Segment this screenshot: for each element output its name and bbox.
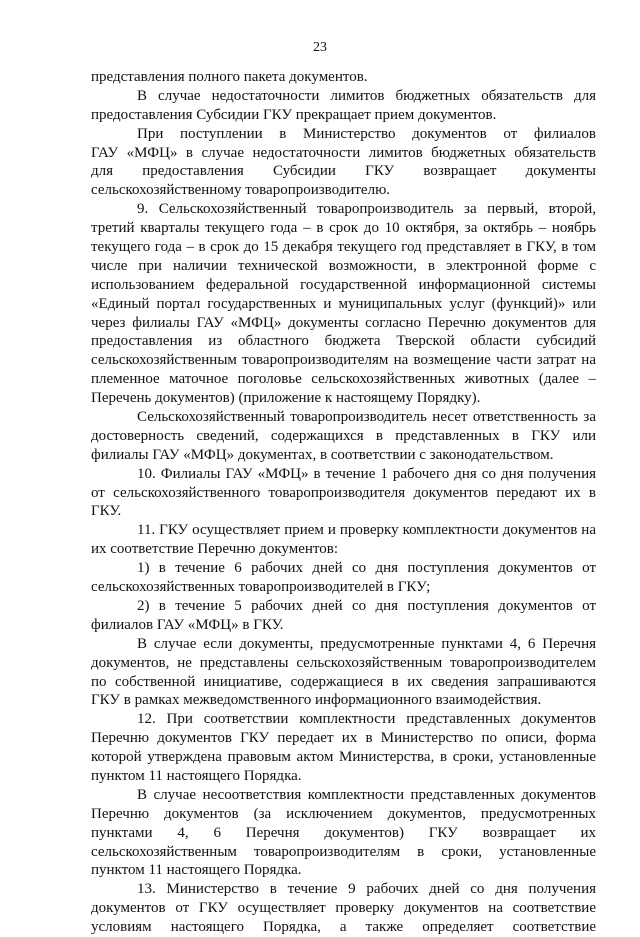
text-line: филиалов ГАУ «МФЦ» в ГКУ. xyxy=(91,616,284,633)
text-line: от сельскохозяйственного товаропроизводителя документов передают их в xyxy=(91,484,596,501)
text-line: третий кварталы текущего года – в срок до 10 октября, за октябрь – ноябрь xyxy=(91,220,596,237)
text-line: Перечню документов ГКУ передает их в Министерство по описи, форма xyxy=(91,730,596,747)
text-line: сельскохозяйственных товаропроизводителей в ГКУ; xyxy=(91,579,431,596)
text-line: пунктом 11 настоящего Порядка. xyxy=(91,767,302,784)
document-body xyxy=(91,68,596,937)
text-line: 12. При соответствии комплектности представленных документов xyxy=(137,711,596,728)
text-line: В случае несоответствия комплектности представленных документов xyxy=(137,786,596,803)
text-line: При поступлении в Министерство документов от филиалов xyxy=(137,125,596,142)
text-line: предоставления из областного бюджета Тверской области субсидий xyxy=(91,333,596,350)
text-line: ГАУ «МФЦ» в случае недостаточности лимитов бюджетных обязательств xyxy=(91,144,596,161)
text-line: для предоставления Субсидии ГКУ возвращает документы xyxy=(91,163,596,180)
text-line: использованием федеральной государственной информационной системы xyxy=(91,276,596,293)
text-line: «Единый портал государственных и муниципальных услуг (функций)» или xyxy=(91,295,596,312)
text-line: 11. ГКУ осуществляет прием и проверку комплектности документов на xyxy=(137,522,596,539)
text-line: их соответствие Перечню документов: xyxy=(91,541,339,558)
text-line: предоставления Субсидии ГКУ прекращает прием документов. xyxy=(91,106,497,123)
text-line: ГКУ в рамках межведомственного информационного взаимодействия. xyxy=(91,692,542,709)
text-line: условиям настоящего Порядка, а также определяет соответствие xyxy=(91,919,596,936)
text-line: достоверность сведений, содержащихся в представленных в ГКУ или xyxy=(91,427,596,444)
text-line: сельскохозяйственному товаропроизводителю. xyxy=(91,182,391,199)
text-line: текущего года – в срок до 15 декабря текущего год представляет в ГКУ, в том xyxy=(91,239,596,256)
text-line: 10. Филиалы ГАУ «МФЦ» в течение 1 рабочего дня со дня получения xyxy=(137,465,596,482)
text-line: 13. Министерство в течение 9 рабочих дней со дня получения xyxy=(137,881,596,898)
text-line: Перечню документов (за исключением документов, предусмотренных xyxy=(91,805,596,822)
text-line: 9. Сельскохозяйственный товаропроизводитель за первый, второй, xyxy=(137,201,596,218)
text-line: представления полного пакета документов. xyxy=(91,69,368,85)
text-line: В случае недостаточности лимитов бюджетных обязательств для xyxy=(137,87,596,104)
text-line: пунктом 11 настоящего Порядка. xyxy=(91,862,302,879)
text-line: 1) в течение 6 рабочих дней со дня поступления документов от xyxy=(137,560,596,577)
text-line: сельскохозяйственным товаропроизводителям на возмещение части затрат на xyxy=(91,352,596,369)
text-line: племенное маточное поголовье сельскохозяйственных животных (далее – xyxy=(91,371,596,388)
text-line: пунктами 4, 6 Перечня документов) ГКУ возвращает их xyxy=(91,824,596,841)
text-line: В случае если документы, предусмотренные пунктами 4, 6 Перечня xyxy=(137,635,596,652)
text-line: которой утверждена правовым актом Министерства, в сроки, установленные xyxy=(91,749,596,766)
text-line: документов от ГКУ осуществляет проверку документов на соответствие xyxy=(91,900,596,917)
text-line: Перечень документов) (приложение к настоящему Порядку). xyxy=(91,390,481,407)
text-line: филиалы ГАУ «МФЦ» документах, в соответствии с законодательством. xyxy=(91,446,554,463)
page-number: 23 xyxy=(313,40,327,55)
text-line: сельскохозяйственным товаропроизводителям в сроки, установленные xyxy=(91,843,596,860)
text-line: 2) в течение 5 рабочих дней со дня поступления документов от xyxy=(137,597,596,614)
text-line: через филиалы ГАУ «МФЦ» документы согласно Перечню документов для xyxy=(91,314,596,331)
text-line: Сельскохозяйственный товаропроизводитель несет ответственность за xyxy=(137,409,596,426)
text-line: по собственной инициативе, содержащиеся в их сведения запрашиваются xyxy=(91,673,596,690)
text-line: документов, не представлены сельскохозяйственным товаропроизводителем xyxy=(91,654,596,671)
text-line: ГКУ. xyxy=(91,503,122,520)
text-line: числе при наличии технической возможности, в электронной форме с xyxy=(91,257,596,274)
